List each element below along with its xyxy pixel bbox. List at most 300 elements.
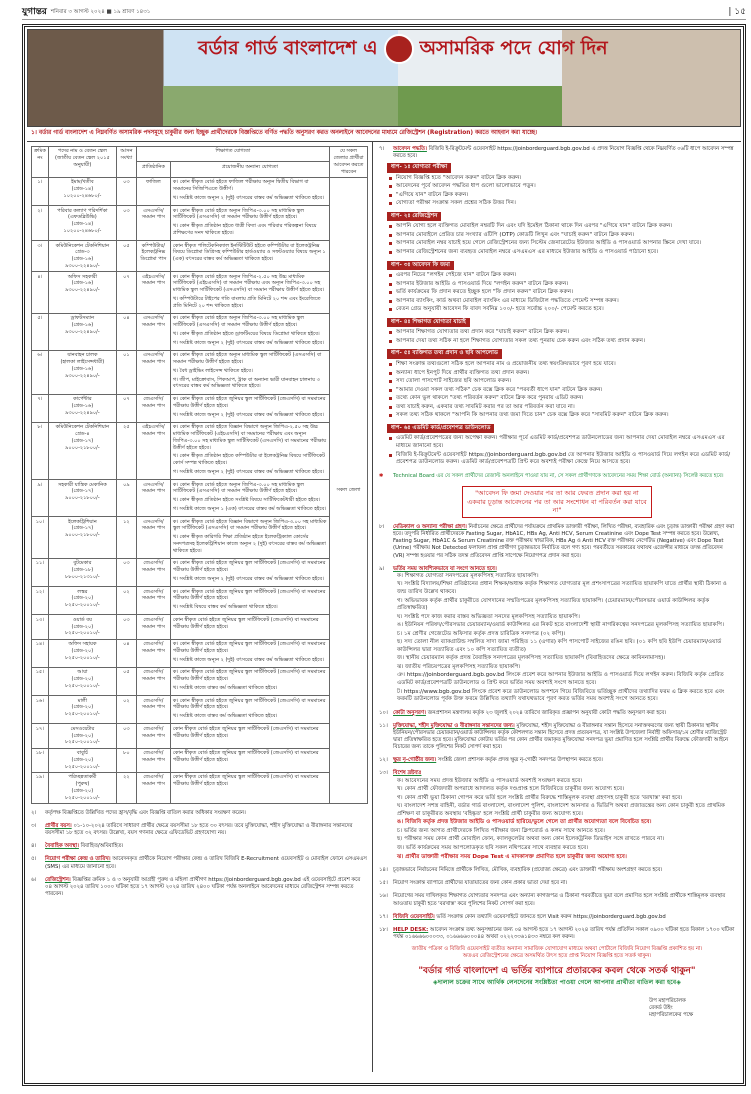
sub-item [397, 828, 735, 836]
row-count: ০৭ [116, 272, 136, 314]
row-post: ওয়ার্ড বয় (গ্রেড-২০) ৮২৫০-২০০১০/- [48, 615, 116, 639]
note-label: বিশেষ দ্রষ্টব্যঃ [393, 770, 422, 777]
sub-text: সদ্য তোলা নীল ব্যাকগ্রাউন্ড সম্বলিত সাদা জামা পরিহিত ১১ (এগার) কপি পাসপোর্ট সাইজের রঙিন ছবি। (০১ কপি ছবি ইউপি চেয়ারম্যান/ওয়ার্ড কাউন্সিলর দ্বারা সত্যায়িত এবং ১০ কপি সত্যায়িত ব্যতীত) [397, 639, 722, 653]
note-body [45, 856, 368, 870]
row-serial: ৮। [32, 422, 49, 479]
requirement: কোন স্বীকৃত বোর্ড হইতে জুনিয়র স্কুল সার্টিফিকেট (জেএসসি) বা সমমানের পরীক্ষায় উত্তীর্ণ হইতে হইবে। [172, 774, 319, 788]
note-special [379, 770, 735, 777]
row-count: ৮০ [116, 748, 136, 772]
row-count: ০৪ [116, 313, 136, 350]
sub-text: আবেদনের সময় প্রদত্ত ইউজার আইডি ও পাসওয়ার্ড অবশ্যই সংরক্ষণ করতে হবে। [404, 777, 583, 784]
sub-letter: ঘ। [397, 613, 403, 620]
requirement: গ। জীপ, মাইক্রোবাস, পিকআপ, ট্রাক বা অন্যান্য ভারী যানবাহন চালনায় ৩ বৎসরের বাস্তব কর্ম অভিজ্ঞতা থাকিতে হইবে। [172, 376, 320, 390]
sub-text: কোন প্রার্থী ফৌজদারী অপরাধে আদালত কর্তৃক দণ্ডপ্রাপ্ত হলে বিজিবিতে চাকুরীর জন্য অযোগ্য হবে। [404, 786, 625, 793]
banner-title-left: বর্ডার গার্ড বাংলাদেশ এ [198, 37, 378, 60]
step-item: অন্যান্য ধাপে ইনপুট দিয়ে প্রার্থীর ব্যক্তিগত তথ্য প্রদান করুন। [389, 370, 735, 378]
row-requirements [170, 394, 329, 422]
technical-board-note [379, 473, 735, 480]
row-requirements [170, 517, 329, 559]
step-item: তথ্য যাচাই করুন, একবার তথ্য সাবমিট করার পর তা আর পরিবর্তন করা যাবে না। [389, 404, 735, 412]
step-item: যোগ্যতা পরীক্ষা সংক্রান্ত সকল প্রশ্নের সঠিক উত্তর দিন। [389, 200, 735, 208]
row-academic: জেএসসি/ সমমান পাস [136, 724, 170, 748]
note-item [31, 843, 368, 850]
sub-text: https://joinborderguard.bgb.gov.bd লিংকে প্রবেশ করে আপনার ইউজার আইডি ও পাসওয়ার্ড দিয়ে লগইন করুন। বিজিবি কর্তৃক প্রেরিত এডমিট কার্ড/প্রবেশপত্রটি ডাউনলোড ও প্রিন্ট করে ভর্তির সময় অবশ্যই সংগে আনতে হবে। [397, 672, 724, 686]
step-list [389, 272, 735, 314]
newspaper-masthead [22, 6, 746, 20]
row-serial: ১। [32, 177, 49, 205]
note-number: ১২। [379, 757, 388, 764]
requirement: খ। কোন স্বীকৃত প্রতিষ্ঠান হইতে সংশ্লিষ্ট বিষয়ে সার্টিফিকেটধারী হইতে হইবে। [172, 497, 321, 504]
requirement: খ। বৈধ ড্রাইভিং লাইসেন্স থাকিতে হইবে। [172, 367, 253, 374]
step-item: তথ্যে কোন ভুল থাকলে "তথ্য পরিবর্তন করুন" বাটনে ক্লিক করে পুনরায় এডিট করুন। [389, 395, 735, 403]
requirement: ক। কোন স্বীকৃত বোর্ড হইতে অন্যূন মাধ্যমিক স্কুল সার্টিফিকেট (এসএসসি) বা সমমান পরীক্ষায় উত্তীর্ণ হইতে হইবে। [172, 352, 322, 366]
row-post: ইলেকট্রিশিয়ান (গ্রেড-১৭) ৯০০০-২১৮০০/- [48, 517, 116, 559]
header-edu-other: প্রয়োজনীয় অন্যান্য যোগ্যতা [170, 162, 329, 178]
row-requirements [170, 177, 329, 205]
note-number: ৮। [379, 524, 385, 531]
row-post: কমিউনিকেশন টেকনিশিয়ান গ্রেড-৪ (গ্রেড-১৭) ৯০০০-২১৮০০/- [48, 422, 116, 479]
note-number: ১৫। [379, 880, 388, 887]
broker-warning: ◈দালাল চক্রের সাথে আর্থিক লেনদেনের সংশ্লিষ্টতা পাওয়া গেলে আপনার প্রার্থীতা বাতিল করা হবে◈ [433, 979, 681, 987]
step-heading: ধাপ- ২ঃ রেজিস্ট্রেশন [387, 212, 441, 222]
row-academic: জেএসসি/ সমমান পাস [136, 748, 170, 772]
row-count: ০৫ [116, 667, 136, 695]
note-text: জনপ্রশাসন মন্ত্রণালয় কর্তৃক ২৩ জুলাই ২০২৪ তারিখে জারিকৃত প্রজ্ঞাপন অনুযায়ী কোটা পদ্ধতি অনুসরণ করা হবে। [427, 709, 667, 716]
posts-table [31, 146, 368, 804]
row-serial: ১২। [32, 587, 49, 615]
sub-text: সংশ্লিষ্ট পদে কাজ করার বাস্তব অভিজ্ঞতা সনদের মূলকপিসহ সত্যায়িত ছায়াকপি। [404, 613, 580, 620]
note-number: ১০। [379, 709, 388, 716]
step-item: এরপর নিচের "লগইন পেইজে যান" বাটনে ক্লিক করুন। [389, 272, 735, 280]
note-label: ক্ষুদ্র নৃ-গোষ্ঠীর জন্য। [393, 757, 437, 764]
row-academic: জেএসসি/ সমমান পাস [136, 558, 170, 586]
sub-letter: ঙ। [397, 819, 404, 826]
row-serial: ৪। [32, 272, 49, 314]
note-number: ১৮। [379, 926, 388, 933]
table-row [32, 724, 368, 748]
page-number: | ১৫ [728, 7, 746, 18]
sub-item [397, 836, 735, 844]
row-serial: ১৩। [32, 615, 49, 639]
row-serial: ৬। [32, 350, 49, 394]
sub-text: https://www.bgb.gov.bd লিংকে প্রবেশ করে ডাউনলোড অপশনে গিয়ে বিজিবিতে ভর্তিচ্ছুক প্রার্থীদের তথ্যাদির ফরম এ ক্লিক করতে হবে এবং ফরমটি ডাউনলোড পূর্বক উক্ত ফরমে উল্লিখিত তথ্যাদি যথাযথভাবে পূরণ করত ভর্তির সময় অবশ্যই সংগে আনতে হবে। [397, 688, 725, 703]
note-text: ভর্তি সংক্রান্ত কোন তথ্যাদি ওয়েবসাইটে জানতে হলে Visit করুন https://joinborderguard.bgb.gov.bd [436, 913, 666, 920]
row-serial: ২। [32, 206, 49, 241]
note-body [393, 867, 662, 874]
note-label: ভর্তির সময় আবশ্যিকভাবে যা সংগে আনতে হবে। [393, 565, 497, 572]
note-item [379, 710, 735, 717]
requirement: কোন স্বীকৃত বোর্ড হইতে জুনিয়র স্কুল সার্টিফিকেট (জেএসসি) বা সমমানের পরীক্ষায় উত্তীর্ণ হইতে হইবে। [172, 750, 319, 763]
row-serial: ৫। [32, 313, 49, 350]
sub-text: জাতীয় পরিচয়পত্রের মূলকপিসহ সত্যায়িত ছায়াকপি। [405, 663, 521, 670]
note-item [379, 893, 735, 907]
requirement: খ। কোন স্বীকৃত প্রতিষ্ঠান হইতে ধাত্রী বিদ্যা এবং পরিবার পরিকল্পনা বিষয়ে প্রশিক্ষণের সনদ থাকিতে হইবে। [172, 223, 317, 236]
table-row [32, 241, 368, 272]
step-item: আপনার মোবাইল নম্বর যাচাই হয়ে গেলে রেজিস্ট্রেশনের জন্য সিস্টেম জেনারেটেড ইউজার আইডি ও পাসওয়ার্ড আপনার স্ক্রিনে দেখা যাবে। [389, 240, 735, 248]
requirement: ক। কোন স্বীকৃত বোর্ড হইতে জুনিয়র স্কুল সার্টিফিকেট (জেএসসি) বা সমমানের পরীক্ষায় উত্তীর্ণ হইতে হইবে। [172, 641, 326, 654]
fee-warning-line-2: একবার চূড়ান্ত আবেদনের পর তা আর সংশোধন বা পরিবর্তন করা যাবে না" [467, 497, 647, 515]
note-item [31, 823, 368, 837]
table-row [32, 772, 368, 803]
sub-letter: ঝ। [397, 853, 404, 860]
sub-letter: খ। [397, 786, 403, 793]
row-post: আয়া (গ্রেড-২০) ৮২৫০-২০০১০/- [48, 667, 116, 695]
table-row [32, 587, 368, 615]
table-row [32, 313, 368, 350]
row-count: ০৩ [116, 206, 136, 241]
row-academic: এসএসসি/ সমমান পাস [136, 517, 170, 559]
requirement: ক। কোন স্বীকৃত বোর্ড হইতে অন্যূন জিপিএ-৩.০০ সহ মাধ্যমিক স্কুল সার্টিফিকেট (এসএসসি) বা সমমান পরীক্ষায় উত্তীর্ণ হইতে হইবে। [172, 481, 304, 495]
sub-item [397, 655, 735, 663]
note-number: ৯। [379, 565, 385, 572]
banner-photo-building [398, 86, 562, 126]
fee-warning-box [462, 486, 652, 518]
signature-line: উপ মহাপরিচালক [649, 997, 686, 1004]
row-post: বাবুর্চি (গ্রেড-২০) ৮২৫০-২০০১০/- [48, 748, 116, 772]
note-item [379, 867, 735, 874]
note-item [379, 757, 735, 764]
note-item [31, 856, 368, 870]
banner-photo-monument [163, 86, 398, 126]
sub-item [397, 778, 735, 786]
row-post: অফিস সহায়ক (গ্রেড-২০) ৮২৫০-২০০১০/- [48, 639, 116, 667]
header-serial: ক্রমিক নং [32, 146, 49, 177]
step-item: এডমিট কার্ড/প্রবেশপত্রের জন্য অপেক্ষা করুন। পরীক্ষার পূর্বে এডমিট কার্ড/প্রবেশপত্র ডাউনলোডের জন্য আপনার দেয়া মোবাইল নম্বরে এসএমএস এর মাধ্যমে জানানো হবে। [389, 435, 735, 450]
sub-letter: চ। [397, 630, 403, 637]
row-academic: জেএসসি/ সমমান পাস [136, 587, 170, 615]
requirement: খ। কম্পিউটারে টাইপের গতি বাংলায় প্রতি মিনিটে ২০ শব্দ এবং ইংরেজিতে প্রতি মিনিটে ২০ শব্দ থাকিতে হইবে। [172, 295, 321, 309]
issue-date: শনিবার ৩ আগস্ট ২০২৪ ■ ১৯ শ্রাবণ ১৪৩১ [50, 8, 151, 15]
banner-title-right: অসামরিক পদে যোগ দিন [419, 37, 608, 60]
table-row [32, 394, 368, 422]
sub-letter: ঘ। [397, 803, 403, 810]
fee-warning-line-1: "আবেদন ফি জমা দেওয়ার পর তা আর ফেরত প্রদান করা হয় না [475, 488, 639, 497]
sub-text: ভর্তির জন্য আগত প্রার্থীদেরকে লিখিত পরীক্ষার জন্য ক্লিপবোর্ড ও কলম সাথে আনতে হবে। [403, 827, 605, 834]
warning-notice [379, 946, 735, 960]
note-text: আবেদনকৃত প্রার্থীকে নিয়োগ পরীক্ষার কেন্দ্র ও তারিখ বিজিবি E-Recruitment ওয়েবসাইট ও মোবাইল ফোনে এসএমএস (SMS) এর মাধ্যমে জানানো হবে। [45, 856, 367, 870]
sub-item [397, 581, 735, 596]
row-count: ০৭ [116, 394, 136, 422]
note-item [31, 877, 368, 898]
note-number: ৪। [31, 843, 37, 850]
step-heading: ধাপ- ৩ঃ আবেদন ফি জমা [387, 261, 454, 271]
row-post: ড্রাফটসম্যান (গ্রেড-১৬) ৯৩০০-২২৪৯০/- [48, 313, 116, 350]
sub-text: ভর্তি কার্যক্রমের সময় আপলোডকৃত ছবি সকল নথিপত্রের সাথে ব্যবহার করতে হবে। [405, 844, 589, 851]
note-label: বিজিবি ওয়েবসাইট। [393, 913, 435, 920]
row-post: অফিস সহকারী (গ্রেড-১৬) ৯৩০০-২২৪৯০/- [48, 272, 116, 314]
note-label: নিয়োগ পরীক্ষা কেন্দ্র ও তারিখ। [45, 856, 111, 863]
technical-board-text: Technical Board এর যে সকল প্রার্থীদের রেজাল্ট অনলাইনে পাওয়া যায় না, সে সকল প্রার্থীগণকে আবেদনের সময় শিক্ষা বোর্ড (অন্যান্য) সিলেক্ট করতে হবে। [393, 472, 724, 479]
sub-letter: ক। [397, 572, 403, 579]
row-post: সহকারী যান্ত্রিক মেকানিক (গ্রেড-১৭) ৯০০০-২১৮০০/- [48, 480, 116, 517]
step-item: "এগিয়ে যান" বাটনে ক্লিক করুন। [389, 192, 735, 200]
sub-text: স্থানীয় চেয়ারম্যান কর্তৃক প্রদত্ত বৈবাহিক সনদপত্রের মূলকপিসহ সত্যায়িত ছায়াকপি (বিবাহিতদের ক্ষেত্রে কাবিননামাসহ)। [405, 655, 666, 662]
note-number: ১১। [379, 722, 388, 729]
row-requirements [170, 422, 329, 479]
note-number: ১৬। [379, 893, 388, 900]
row-academic: এসএসসি/ সমমান পাস [136, 206, 170, 241]
note-text: বিবাহিত/অবিবাহিত। [80, 843, 124, 850]
row-requirements [170, 558, 329, 586]
note-label: রেজিস্ট্রেশন। [45, 876, 71, 883]
row-requirements [170, 696, 329, 724]
note-body [45, 823, 368, 837]
row-count: ০৯ [116, 480, 136, 517]
table-row [32, 350, 368, 394]
note-label: কোটা অনুসরণ। [393, 709, 426, 716]
note-number: ৭। [379, 145, 385, 152]
sub-item [397, 786, 735, 794]
row-academic: ফাজিল [136, 177, 170, 205]
row-requirements [170, 587, 329, 615]
sub-item [397, 639, 735, 654]
header-district: যে সকল জেলার প্রার্থীরা আবেদন করতে পারবেন [330, 146, 368, 177]
requirement: খ। সংশ্লিষ্ট কাজে অন্যূন ২ (দুই) বৎসরের বাস্তব কর্ম অভিজ্ঞতা থাকিতে হইবে। [172, 575, 324, 582]
requirement: গ। সংশ্লিষ্ট কাজে অন্যূন ২ (দুই) বৎসরের বাস্তব কর্ম অভিজ্ঞতা থাকিতে হইবে। [172, 339, 324, 346]
table-row [32, 667, 368, 695]
sub-item [397, 795, 735, 803]
header-edu-academic: প্রাতিষ্ঠানিক [136, 162, 170, 178]
note-medical [379, 524, 735, 560]
note-number: ১৭। [379, 913, 388, 920]
banner-title [198, 34, 608, 64]
note-label: বৈবাহিক অবস্থা। [45, 843, 79, 850]
sub-text: প্রার্থীর ডাক্তারী পরীক্ষার সময় Dope Test এ মাদকাসক্ত প্রমাণিত হলে চাকুরীর জন্য অযোগ্য হবে। [405, 853, 627, 860]
row-count: ০২ [116, 587, 136, 615]
step-item: বিজিবি ই-রিক্রুটমেন্ট ওয়েবসাইট https://joinborderguard.bgb.gov.bd তে আপনার ইউজার আইডি ও পাসওয়ার্ড দিয়ে লগইন করে এডমিট কার্ড/প্রবেশপত্র ডাউনলোড করুন। এডমিট কার্ড/প্রবেশপত্রটি প্রিন্ট করে অবশ্যই পরীক্ষা কেন্দ্রে নিয়ে আসতে হবে। [389, 452, 735, 467]
note-text: নিয়োগের সময় দাখিলকৃত শিক্ষাগত যোগ্যতার সনদপত্র এবং অন্যান্য কাগজপত্র ও ঠিকানা পরবর্তীতে ভুয়া বলে প্রমাণিত হলে সংশ্লিষ্ট প্রার্থীকে শাস্তিমূলক ব্যবস্থার আওতায় চাকুরী হতে 'বরখাস্ত' করে পুলিশের নিকট সোপর্দ করা হবে। [393, 893, 726, 907]
row-post: মালী (গ্রেড-২০) ৮২৫০-২০০১০/- [48, 696, 116, 724]
sub-text: বিজিবি কর্তৃক প্রদত্ত ইউজার আইডি ও পাসওয়ার্ড হারিয়ে/ভুলে গেলে তা প্রার্থীর অযোগ্যতা বলে বিবেচিত হবে। [405, 819, 652, 826]
sub-item [397, 803, 735, 818]
note-label: মেডিক্যাল ও অন্যান্য পরীক্ষা গ্রহণ। [393, 524, 467, 531]
note-item [379, 880, 735, 887]
table-row [32, 422, 368, 479]
step-list [389, 361, 735, 420]
sub-item [397, 845, 735, 853]
table-row [32, 177, 368, 205]
row-academic: জেএসসি/ সমমান পাস [136, 615, 170, 639]
step-item: শিক্ষা সংক্রান্ত তথ্যগুলো সঠিক হলে আপনার নাম ও প্রয়োজনীয় তথ্য স্বয়ংক্রিয়ভাবে পূরণ হয়ে যাবে। [389, 361, 735, 369]
row-count: ০৩ [116, 724, 136, 748]
header-edu: শিক্ষাগত যোগ্যতা [136, 146, 329, 162]
row-post: পরিবার কল্যাণ পরিদর্শিকা (এফডব্লিউভি) (গ্রেড-১৪) ১০২০০-২৪৬৮০/- [48, 206, 116, 241]
row-requirements [170, 272, 329, 314]
row-academic: এসএসসি/ সমমান পাস [136, 350, 170, 394]
row-academic: এইচএসসি/ সমমান পাস [136, 272, 170, 314]
row-post: যানবাহন চালক (হালকা লাইসেন্সধারী) (গ্রেড-১৬) ৯৩০০-২২৪৯০/- [48, 350, 116, 394]
row-serial: ১০। [32, 517, 49, 559]
note-body [393, 914, 666, 921]
advertisement [22, 24, 746, 1086]
row-academic: এইচএসসি/ সমমান পাস [136, 422, 170, 479]
note-application-method [379, 146, 735, 160]
row-count: ১২ [116, 517, 136, 559]
step-list [389, 175, 735, 208]
note-text: বিজিবি ই-রিক্রুটমেন্ট ওয়েবসাইট https://joinborderguard.bgb.gov.bd এ প্রদত্ত নিয়োগ বিজ্ঞপ্তি থেকে নিম্নবর্ণিত ০৬টি ধাপে আবেদন সম্পন্ন করতে হবে। [393, 145, 734, 159]
row-post: মেসওয়েটার (গ্রেড-২০) ৮২৫০-২০০১০/- [48, 724, 116, 748]
sub-letter: ঙ। [397, 622, 404, 629]
note-number: ৬। [31, 876, 37, 883]
row-academic: জেএসসি/ সমমান পাস [136, 394, 170, 422]
row-academic: জেএসসি/ সমমান পাস [136, 667, 170, 695]
requirement: ক। কোন স্বীকৃত বোর্ড হইতে জুনিয়র স্কুল সার্টিফিকেট (জেএসসি) বা সমমানের পরীক্ষায় উত্তীর্ণ হইতে হইবে। [172, 396, 326, 409]
requirement: খ। সংশ্লিষ্ট কাজে বাস্তব কর্ম অভিজ্ঞতা থাকিতে হইবে। [172, 713, 278, 720]
row-post: কমিউনিকেশন টেকনিশিয়ান গ্রেড-৩ (গ্রেড-১৬) ৯৩০০-২২৪৯০/- [48, 241, 116, 272]
sub-text: ইউনিয়ন পরিষদ/পৌরসভার চেয়ারম্যান/ওয়ার্ড কাউন্সিলর এর নিকট হতে বাংলাদেশী স্থায়ী নাগরিকত্বের সনদপত্রের মূলকপিসহ সত্যায়িত ছায়াকপি। [404, 622, 724, 629]
step-item: সকল তথ্য সঠিক থাকলে "আপনি কি আপনার তথ্য জমা দিতে চান" চেক বক্সে ক্লিক করে "সাবমিট করুন" বাটনে ক্লিক করুন। [389, 412, 735, 420]
note-number: ১৪। [379, 867, 388, 874]
note-label: আবেদন পদ্ধতি। [393, 145, 427, 152]
banner [27, 29, 741, 127]
sub-text: কোন প্রার্থী ভুয়া ঠিকানা গোপন করে ভর্তি হলে সংশ্লিষ্ট প্রার্থীর বিরুদ্ধে শাস্তিমূলক ব্যবস্থা গ্রহণসহ চাকুরী হতে 'বরখাস্ত' করা হবে। [404, 794, 683, 801]
row-count: ২৫ [116, 422, 136, 479]
table-row [32, 615, 368, 639]
sub-text: অভিভাবক কর্তৃক প্রার্থীর চাকুরীতে যোগদানের সম্মতিপত্রের মূলকপিসহ সত্যায়িত ছায়াকপি। (চেয়ারম্যান/পৌরসভার ওয়ার্ড কাউন্সিলর কর্তৃক প্রতিস্বাক্ষরিত) [397, 597, 710, 612]
row-serial: ১৯। [32, 772, 49, 803]
table-row [32, 696, 368, 724]
note-documents [379, 566, 735, 573]
requirement: ক। কোন স্বীকৃত বোর্ড হইতে বিজ্ঞান বিভাগে অন্যূন জিপিএ-২.৫০ সহ উচ্চ মাধ্যমিক সার্টিফিকেট (এইচএসসি) বা সমমানের পরীক্ষায় এবং অন্যূন জিপিএ-৩.০০ সহ মাধ্যমিক স্কুল সার্টিফিকেট (এসএসসি) বা সমমানের পরীক্ষায় উত্তীর্ণ হইতে হইবে। [172, 424, 327, 451]
left-column [27, 142, 373, 1072]
sub-item [397, 672, 735, 687]
row-requirements [170, 615, 329, 639]
note-body [393, 710, 666, 717]
note-body [45, 843, 123, 850]
step-item: বেতন গ্রেড অনুযায়ী আবেদন ফি বাবদ সর্বনিম্ন ১০০/- হতে সর্বোচ্চ ২০০/- পেমেন্ট করতে হবে। [389, 306, 735, 314]
step-list [389, 435, 735, 466]
warning-line-1: জাতীয় পত্রিকা ও বিজিবি ওয়েবসাইট ব্যতীত অন্যান্য সামাজিক যোগাযোগ মাধ্যমে অথবা পোর্টালে বিজিবি নিয়োগ বিজ্ঞপ্তি প্রকাশিত হয় না। [411, 946, 703, 953]
note-item [31, 810, 368, 817]
note-text: সংশ্লিষ্ট জেলা প্রশাসক কর্তৃক প্রদত্ত ক্ষুদ্র নৃ-গোষ্ঠী সনদপত্র উপস্থাপন করতে হবে। [437, 757, 603, 764]
sub-text: পরীক্ষার সময় কোন প্রার্থী মোবাইল ফোন, ক্যালকুলেটর অথবা অন্য কোন ইলেকট্রনিক ডিভাইস সঙ্গে রাখতে পারবে না। [404, 836, 665, 843]
note-label: প্রার্থীর বয়স। [45, 822, 72, 829]
fraud-slogan: "বর্ডার গার্ড বাংলাদেশ এ ভর্তির ব্যাপারে প্রতারকের কবল থেকে সতর্ক থাকুন" [418, 966, 696, 977]
requirement: খ। সংশ্লিষ্ট কাজে অন্যূন ২ (দুই) বৎসরের বাস্তব কর্ম অভিজ্ঞতা থাকিতে হইবে। [172, 656, 324, 663]
sub-text: ১ম শ্রেণীর গেজেটেড অফিসার কর্তৃক প্রদত্ত চারিত্রিক সনদপত্র (০২ কপি)। [403, 630, 566, 637]
step-heading: ধাপ- ১ঃ যোগ্যতা পরীক্ষা [387, 163, 451, 173]
requirement: কোন স্বীকৃত বোর্ড হইতে জুনিয়র স্কুল সার্টিফিকেট (জেএসসি) বা সমমানের পরীক্ষায় উত্তীর্ণ হইতে হইবে। [172, 616, 319, 630]
sub-text: বাংলাদেশ সশস্ত্র বাহিনী, বর্ডার গার্ড বাংলাদেশ, বাংলাদেশ পুলিশ, বাংলাদেশ আনসার ও ভিডিপি অথবা প্রজাতন্ত্রের অন্য কোন চাকুরী হতে প্রাথমিক প্রশিক্ষণ বা চাকুরীরত অবস্থায় 'বহিষ্কৃত' হলে সংশ্লিষ্ট প্রার্থী চাকুরীর জন্য অযোগ্য হবে। [397, 803, 725, 817]
row-count: ০৫ [116, 241, 136, 272]
step-item: আপনার দেয়া তথ্য সঠিক না হলে শিক্ষাগত যোগ্যতার সকল তথ্য পুনরায় চেক করুন এবং সঠিক তথ্য প্রদান করুন। [389, 338, 735, 346]
sub-item [397, 689, 735, 704]
note-label: মুক্তিযোদ্ধা, শহীদ মুক্তিযোদ্ধা ও বীরাঙ্গনার সন্তানদের জন্য। [393, 722, 515, 729]
note-body [45, 810, 246, 817]
sub-letter: ছ। [397, 836, 403, 843]
row-serial: ৭। [32, 394, 49, 422]
table-row [32, 517, 368, 559]
step-item: আপনার শিক্ষাগত যোগ্যতার তথ্য প্রদান করে "যাচাই করুন" বাটনে ক্লিক করুন। [389, 329, 735, 337]
step-item: আপনার মোবাইলে প্রেরিত চার সংখ্যার ওটিপি (OTP) কোডটি লিখুন এবং "যাচাই করুন" বাটনে ক্লিক করুন। [389, 232, 735, 240]
step-item: "আমার দেওয়া সকল তথ্য সঠিক" চেক বক্সে ক্লিক করে "পরবর্তী ধাপে যান" বাটনে ক্লিক করুন। [389, 387, 735, 395]
sub-item [397, 614, 735, 622]
step-item: আপনার ইউজার আইডি ও পাসওয়ার্ড দিয়ে "লগইন করুন" বাটনে ক্লিক করুন। [389, 281, 735, 289]
sub-letter: ঝ। [397, 663, 404, 670]
sub-letter: ট। [397, 688, 403, 695]
newspaper-logo: যুগান্তর [22, 7, 47, 18]
requirement: ক। কোন স্বীকৃত বোর্ড হইতে জুনিয়র স্কুল সার্টিফিকেট (জেএসসি) বা সমমানের পরীক্ষায় উত্তীর্ণ হইতে হইবে। [172, 697, 326, 711]
step-item: আপনার ব্যাংকিং, কার্ড অথবা মোবাইল ব্যাংকিং এর মাধ্যমে ডিজিটাল পদ্ধতিতে পেমেন্ট সম্পন্ন করুন। [389, 298, 735, 306]
requirement: ক। কোন স্বীকৃত বোর্ড হইতে জুনিয়র স্কুল সার্টিফিকেট (জেএসসি) বা সমমানের পরীক্ষায় উত্তীর্ণ হইতে হইবে। [172, 588, 326, 602]
row-requirements [170, 667, 329, 695]
row-serial: ১৫। [32, 667, 49, 695]
note-body [45, 877, 368, 898]
row-requirements [170, 350, 329, 394]
sub-letter: গ। [397, 597, 403, 604]
row-count: ০৩ [116, 615, 136, 639]
row-count: ০৩ [116, 558, 136, 586]
row-academic: জেএসসি/ সমমান পাস [136, 696, 170, 724]
requirement: ক। কোন স্বীকৃত বোর্ড হইতে ফাজিল পরীক্ষায় অন্যূন দ্বিতীয় বিভাগ বা সমমানের সিজিপিএতে উত্তীর্ণ। [172, 179, 309, 193]
step-item: ভর্তি কার্যক্রমের ফি প্রদান করতে ইচ্ছুক হলে "ফি প্রদান করুন" বাটনে ক্লিক করুন। [389, 289, 735, 297]
note-text: আবেদন সংক্রান্ত তথ্য অনুসন্ধানের জন্য ০৪ আগস্ট হতে ১৭ আগস্ট ২০২৪ তারিখ পর্যন্ত প্রতিদিন সকাল ০৯০০ ঘটিকা হতে বিকাল ১৭০০ ঘটিকা পর্যন্ত ০১৬৬৬৬০০০৩৩, ০১৬৬৬৬০০০৪৪ অথবা ০২২২৩৩৬১৪৩৩ নম্বরে কল করুন। [393, 926, 735, 940]
row-count: ২২ [116, 772, 136, 803]
row-post: লস্কর (গ্রেড-২০) ৮২৫০-২০০১০/- [48, 587, 116, 615]
requirement: কোন স্বীকৃত বোর্ড হইতে জুনিয়র স্কুল সার্টিফিকেট (জেএসসি) বা সমমানের পরীক্ষায় উত্তীর্ণ হইতে হইবে। [172, 725, 319, 739]
note-number: ১৩। [379, 770, 388, 777]
row-district: সকল জেলা [330, 177, 368, 803]
note-number: ৫। [31, 856, 37, 863]
note-body [393, 723, 735, 752]
step-list [389, 223, 735, 256]
sub-text: সংশ্লিষ্ট বিদ্যালয়/শিক্ষা প্রতিষ্ঠানের প্রধান শিক্ষক/অধ্যক্ষ কর্তৃক শিক্ষাগত যোগ্যতার মূল প্রশংসাপত্রের সত্যায়িত ছায়াকপি যাতে প্রার্থীর স্থায়ী ঠিকানা ও জন্ম তারিখ উল্লেখ থাকবে। [397, 581, 727, 595]
row-requirements [170, 241, 329, 272]
row-requirements [170, 480, 329, 517]
note-body [393, 757, 603, 764]
sub-letter: ছ। [397, 639, 403, 646]
row-post: পরিচ্ছন্নতাকর্মী (পুরুষ) (গ্রেড-২০) ৮২৫০-২০০১০/- [48, 772, 116, 803]
note-item [379, 927, 735, 941]
note-item [379, 914, 735, 921]
note-label: HELP DESK: [393, 926, 429, 933]
row-post: ইমাম/খতীব (গ্রেড-১৪) ১০২০০-২৪৬৮০/- [48, 177, 116, 205]
step-item: নিয়োগ বিজ্ঞপ্তি হতে "আবেদন করুন" বাটনে ক্লিক করুন। [389, 175, 735, 183]
note-number: ৩। [31, 822, 37, 829]
row-serial: ১৮। [32, 748, 49, 772]
bgb-emblem-icon [384, 34, 414, 64]
table-row [32, 272, 368, 314]
sub-letter: জ। [397, 655, 405, 662]
note-body [393, 893, 735, 907]
header-post: পদের নাম ও বেতন স্কেল (জাতীয় বেতন স্কেল ২০১৫ অনুযায়ী) [48, 146, 116, 177]
sub-letter: ক। [397, 777, 403, 784]
row-academic: এসএসসি/ সমমান পাস [136, 313, 170, 350]
sub-item [397, 819, 735, 827]
signature-block [649, 998, 735, 1019]
row-count: ০৪ [116, 639, 136, 667]
requirement: খ। কোন স্বীকৃত কারিগরি শিক্ষা প্রতিষ্ঠান হইতে ইলেকট্রিক্যাল কোর্সের সনদপত্রসহ ইলেকট্রিশিয়ান কাজে অন্যূন ২ (দুই) বৎসরের বাস্তব কর্ম অভিজ্ঞতা থাকিতে হইবে। [172, 534, 326, 554]
sub-item [397, 664, 735, 672]
row-serial: ১৪। [32, 639, 49, 667]
sub-letter: চ। [397, 827, 403, 834]
requirement: ক। কোন স্বীকৃত বোর্ড হইতে জুনিয়র স্কুল সার্টিফিকেট (জেএসসি) বা সমমানের পরীক্ষায় উত্তীর্ণ হইতে হইবে। [172, 669, 326, 683]
step-item: আপনার রেজিস্ট্রেশনের জন্য ব্যবহৃত মোবাইল নম্বরে এসএমএস এর মাধ্যমে ইউজার আইডি ও পাসওয়ার্ড পাঠানো হবে। [389, 249, 735, 257]
table-row [32, 639, 368, 667]
row-academic: জেএসসি/ সমমান পাস [136, 639, 170, 667]
row-serial: ১১। [32, 558, 49, 586]
row-requirements [170, 772, 329, 803]
sub-item [397, 598, 735, 613]
row-serial: ৩। [32, 241, 49, 272]
sub-item [397, 622, 735, 630]
intro-text: ১। বর্ডার গার্ড বাংলাদেশ এ নিম্নবর্ণিত অসামরিক পদসমূহে চাকুরীর জন্য ইচ্ছুক প্রার্থীদেরকে বিজ্ঞপ্তিতে বর্ণিত পদ্ধতি অনুসরণ করত অনলাইনে আবেদনের মাধ্যমে রেজিস্ট্রেশন (Registration) করতে আহবান করা যাচ্ছে। [27, 127, 741, 142]
row-post: কার্পেন্টার (গ্রেড-১৬) ৯৩০০-২২৪৯০/- [48, 394, 116, 422]
sub-letter: গ। [397, 794, 403, 801]
row-requirements [170, 724, 329, 748]
step-heading: ধাপ- ৬ঃ এডমিট কার্ড/প্রবেশপত্র ডাউনলোড [387, 424, 494, 434]
sub-item [397, 631, 735, 639]
